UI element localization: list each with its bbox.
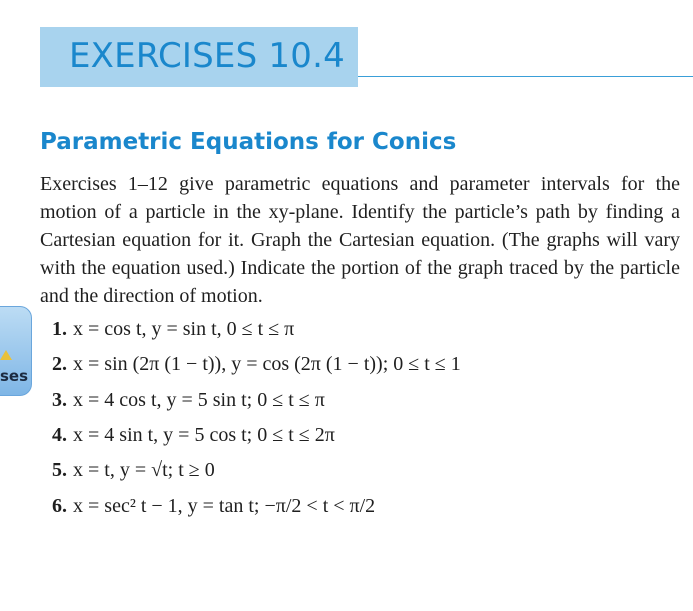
exercise-item <box>52 459 215 482</box>
exercise-number: 3. <box>52 389 67 411</box>
exercise-item <box>52 318 294 341</box>
side-tab-label: ses <box>0 367 29 385</box>
exercise-equation: x = 4 cos t, y = 5 sin t; 0 ≤ t ≤ π <box>73 389 325 411</box>
exercise-number: 2. <box>52 353 67 375</box>
section-intro: Exercises 1–12 give parametric equations and parameter intervals for the motion of a particle in the xy-plane. Identify the particle’s path by finding a Cartesian equation for it. Graph the Cartesian equation. (The graphs will vary with the equation used.) Indicate the portion of the graph traced by the particle and the direction of motion. <box>40 173 680 307</box>
exercise-item <box>52 353 461 376</box>
header-divider <box>358 76 693 77</box>
exercise-equation: x = sin (2π (1 − t)), y = cos (2π (1 − t)); 0 ≤ t ≤ 1 <box>73 353 461 375</box>
exercise-number: 5. <box>52 459 67 481</box>
exercise-equation: x = 4 sin t, y = 5 cos t; 0 ≤ t ≤ 2π <box>73 424 335 446</box>
exercise-item <box>52 424 335 447</box>
page-title: EXERCISES 10.4 <box>69 36 345 76</box>
exercise-item <box>52 495 375 518</box>
exercise-equation: x = cos t, y = sin t, 0 ≤ t ≤ π <box>73 318 295 340</box>
exercise-number: 4. <box>52 424 67 446</box>
exercise-item <box>52 389 325 412</box>
exercise-equation: x = sec² t − 1, y = tan t; −π/2 < t < π/2 <box>73 495 376 517</box>
section-title: Parametric Equations for Conics <box>40 129 457 155</box>
exercise-number: 1. <box>52 318 67 340</box>
exercise-number: 6. <box>52 495 67 517</box>
arrow-icon <box>0 350 12 360</box>
exercise-equation: x = t, y = √t; t ≥ 0 <box>73 459 215 481</box>
